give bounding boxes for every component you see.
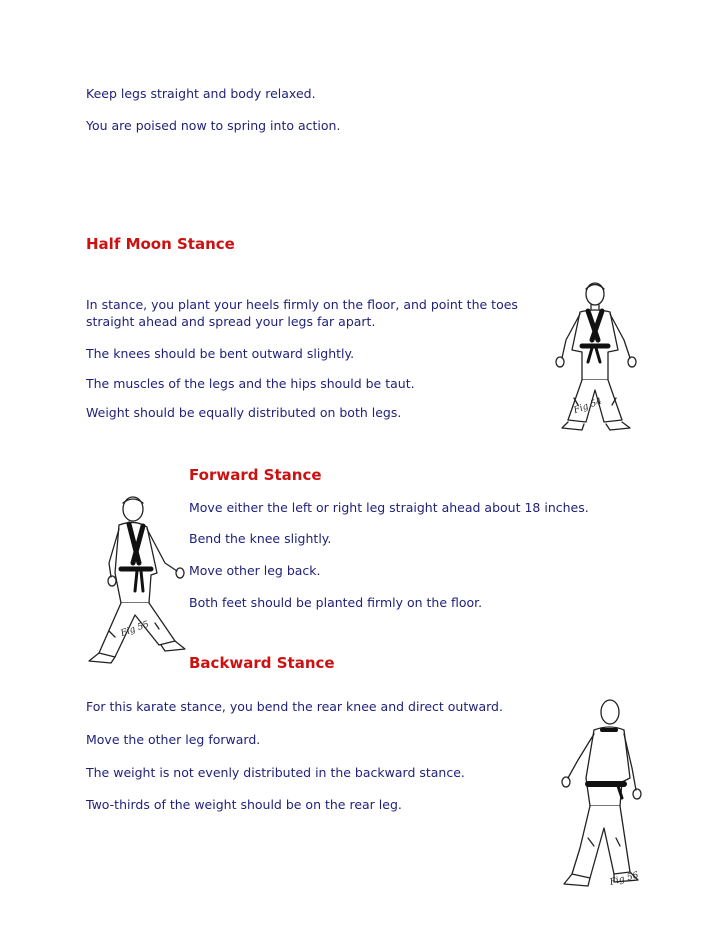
half-moon-paragraph-4: Weight should be equally distributed on both legs. <box>86 405 402 420</box>
half-moon-figure-label: Fig 54 <box>572 396 604 417</box>
half-moon-heading: Half Moon Stance <box>86 235 235 253</box>
backward-paragraph-1: For this karate stance, you bend the rear knee and direct outward. <box>86 699 503 714</box>
intro-paragraph-1: Keep legs straight and body relaxed. <box>86 86 316 101</box>
intro-paragraph-2: You are poised now to spring into action. <box>86 118 341 133</box>
half-moon-paragraph-2: The knees should be bent outward slightly. <box>86 346 355 361</box>
half-moon-paragraph-3: The muscles of the legs and the hips should be taut. <box>86 376 415 391</box>
forward-paragraph-4: Both feet should be planted firmly on the floor. <box>189 595 483 610</box>
forward-stance-figure <box>85 493 190 668</box>
forward-figure-label: Fig 55 <box>119 619 151 640</box>
backward-heading: Backward Stance <box>189 654 335 672</box>
forward-paragraph-2: Bend the knee slightly. <box>189 531 332 546</box>
backward-stance-figure <box>558 698 648 893</box>
forward-paragraph-1: Move either the left or right leg straight ahead about 18 inches. <box>189 500 589 515</box>
half-moon-paragraph-1-line-1: In stance, you plant your heels firmly on the floor, and point the toes <box>86 297 518 312</box>
backward-paragraph-2: Move the other leg forward. <box>86 732 261 747</box>
half-moon-paragraph-1-line-2: straight ahead and spread your legs far apart. <box>86 314 376 329</box>
backward-paragraph-4: Two-thirds of the weight should be on the rear leg. <box>86 797 402 812</box>
backward-figure-label: Fig 56 <box>608 870 640 888</box>
backward-paragraph-3: The weight is not evenly distributed in the backward stance. <box>86 765 465 780</box>
forward-heading: Forward Stance <box>189 466 322 484</box>
forward-paragraph-3: Move other leg back. <box>189 563 321 578</box>
half-moon-stance-figure <box>548 280 643 435</box>
